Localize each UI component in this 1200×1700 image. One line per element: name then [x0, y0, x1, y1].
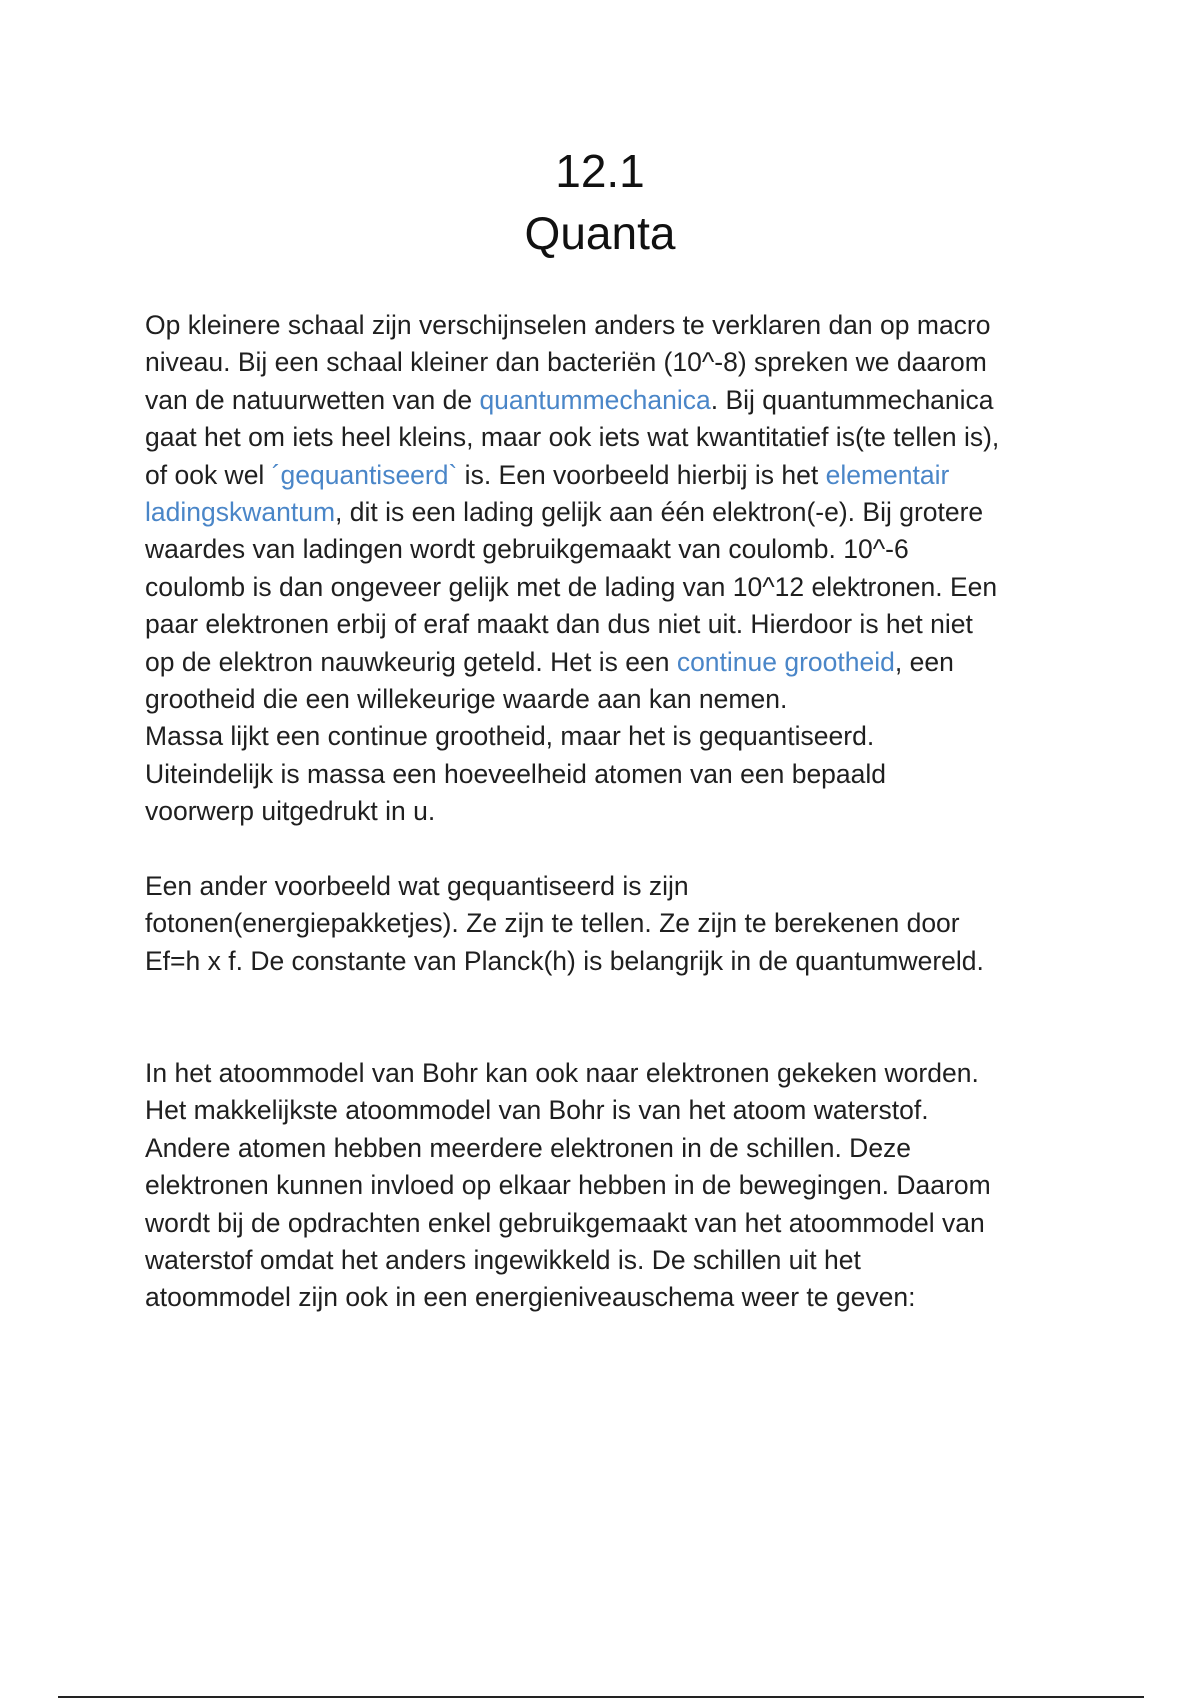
text-line: Het makkelijkste atoommodel van Bohr is van het atoom waterstof. [145, 1095, 929, 1126]
link-quantummechanica[interactable]: quantummechanica [479, 384, 711, 415]
text-line: In het atoommodel van Bohr kan ook naar elektronen gekeken worden. [145, 1058, 979, 1088]
text-span: op de elektron nauwkeurig geteld. Het is een [145, 646, 677, 677]
text-line: paar elektronen erbij of eraf maakt dan dus niet uit. Hierdoor is het niet [145, 609, 973, 640]
link-gequantiseerd[interactable]: ´gequantiseerd` [271, 459, 458, 490]
paragraph-quanta-intro [145, 307, 1075, 830]
text-line: coulomb is dan ongeveer gelijk met de lading van 10^12 elektronen. Een [145, 571, 998, 602]
paragraph-fotonen [145, 868, 1075, 980]
text-line: Een ander voorbeeld wat gequantiseerd is zijn [145, 871, 689, 901]
text-line: Ef=h x f. De constante van Planck(h) is belangrijk in de quantumwereld. [145, 945, 984, 976]
title-block [0, 140, 1200, 264]
text-line: Massa lijkt een continue grootheid, maar het is gequantiseerd. [145, 721, 875, 752]
text-line [145, 494, 1075, 531]
text-line: waterstof omdat het anders ingewikkeld is. De schillen uit het [145, 1244, 861, 1275]
text-line: Op kleinere schaal zijn verschijnselen anders te verklaren dan op macro [145, 310, 991, 340]
text-line: atoommodel zijn ook in een energieniveauschema weer te geven: [145, 1282, 916, 1313]
text-line: elektronen kunnen invloed op elkaar hebben in de bewegingen. Daarom [145, 1170, 991, 1201]
text-span: , dit is een lading gelijk aan één elektron(-e). Bij grotere [335, 496, 984, 527]
text-line: wordt bij de opdrachten enkel gebruikgemaakt van het atoommodel van [145, 1207, 985, 1238]
text-line: waardes van ladingen wordt gebruikgemaakt van coulomb. 10^-6 [145, 534, 909, 565]
text-line: Uiteindelijk is massa een hoeveelheid atomen van een bepaald [145, 758, 887, 789]
text-line [145, 644, 1075, 681]
page-title: Quanta [524, 207, 676, 259]
page-bottom-divider [58, 1696, 1144, 1698]
text-span: is. Een voorbeeld hierbij is het [457, 459, 826, 490]
text-line [145, 382, 1075, 419]
paragraph-bohr [145, 1055, 1075, 1317]
link-ladingskwantum[interactable]: ladingskwantum [145, 496, 336, 527]
text-span: of ook wel [145, 459, 272, 490]
text-line: voorwerp uitgedrukt in u. [145, 796, 436, 827]
text-line: niveau. Bij een schaal kleiner dan bacteriën (10^-8) spreken we daarom [145, 347, 987, 378]
section-number: 12.1 [555, 145, 645, 197]
link-continue-grootheid[interactable]: continue grootheid [676, 646, 895, 677]
text-span: van de natuurwetten van de [145, 384, 480, 415]
text-line: gaat het om iets heel kleins, maar ook iets wat kwantitatief is(te tellen is), [145, 422, 1000, 453]
text-span: , een [894, 646, 954, 677]
text-line [145, 457, 1075, 494]
link-elementair[interactable]: elementair [825, 459, 950, 490]
text-line: Andere atomen hebben meerdere elektronen in de schillen. Deze [145, 1132, 912, 1163]
text-line: fotonen(energiepakketjes). Ze zijn te tellen. Ze zijn te berekenen door [145, 908, 960, 939]
text-line: grootheid die een willekeurige waarde aan kan nemen. [145, 683, 788, 714]
text-span: . Bij quantummechanica [710, 384, 994, 415]
